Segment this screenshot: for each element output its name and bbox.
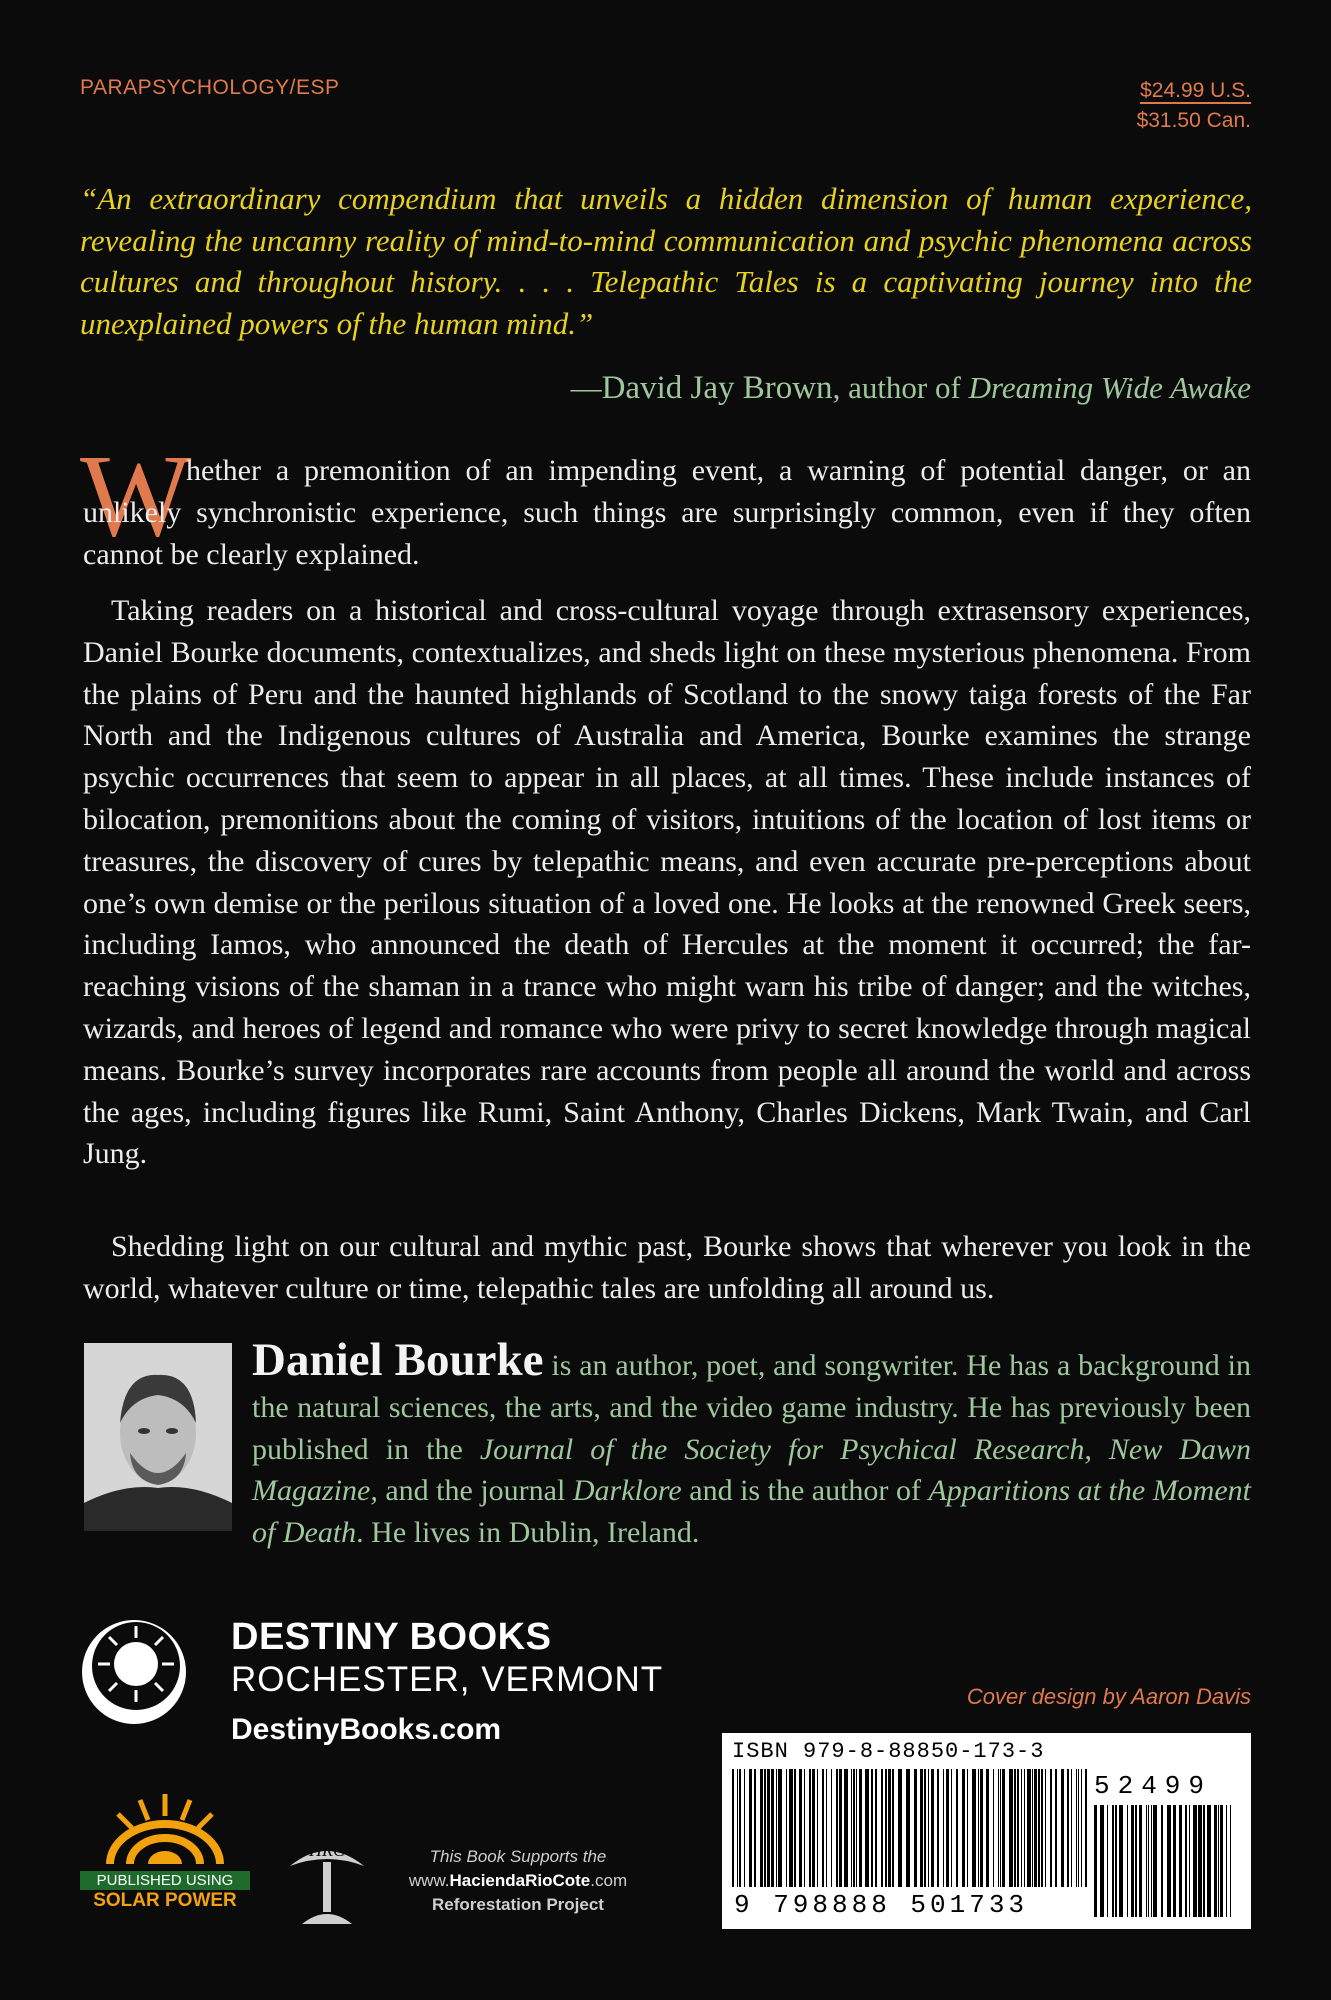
solar-power-badge <box>80 1786 250 1912</box>
hrc-text <box>398 1845 638 1917</box>
solar-line-1: PUBLISHED USING <box>80 1871 250 1890</box>
hrc-logo <box>282 1826 372 1930</box>
hrc-line-1: This Book Supports the <box>429 1847 607 1866</box>
attribution-name: David Jay Brown <box>601 370 833 406</box>
publisher-city: ROCHESTER, VERMONT <box>231 1660 664 1699</box>
bio-text: is an author, poet, and songwriter. He has a background in the natural sciences, the arts, and the video game industry. He has previously been published in the <box>252 1349 1251 1466</box>
bio-text: and is the author of <box>681 1474 929 1508</box>
hrc-line-3: Reforestation Project <box>432 1895 604 1914</box>
price-block <box>1137 76 1251 136</box>
cover-design-credit: Cover design by Aaron Davis <box>966 1684 1251 1709</box>
isbn-label: ISBN 979-8-88850-173-3 <box>732 1739 1045 1764</box>
price-us: $24.99 U.S. <box>1140 79 1251 102</box>
category-label: PARAPSYCHOLOGY/ESP <box>80 76 340 99</box>
sun-icon <box>80 1786 250 1866</box>
barcode-digits: 9 798888 501733 <box>734 1890 1029 1920</box>
attribution-work: Dreaming Wide Awake <box>968 370 1251 405</box>
description-paragraph-1 <box>83 450 1251 575</box>
author-photo <box>84 1343 232 1531</box>
paragraph-1-text: hether a premonition of an impending event, a warning of potential danger, or an unlikely synchronistic experience, such things are surprisingly common, even if they often cannot be clearly explained. <box>83 454 1251 571</box>
price-can: $31.50 Can. <box>1136 109 1251 132</box>
publisher-url[interactable]: DestinyBooks.com <box>231 1713 502 1746</box>
ean-barcode-icon <box>732 1769 1092 1887</box>
description-paragraph-3: Shedding light on our cultural and mythic past, Bourke shows that wherever you look in the world, whatever culture or time, telepathic tales are unfolding all around us. <box>83 1230 1251 1305</box>
drop-cap: W <box>80 430 192 561</box>
bio-text: . He lives in Dublin, Ireland. <box>356 1516 700 1550</box>
bio-journal: Darklore <box>572 1474 682 1508</box>
endorsement-attribution <box>571 370 1251 407</box>
hrc-logo-text: HRC <box>309 1840 345 1860</box>
author-bio <box>252 1334 1251 1554</box>
solar-line-2: SOLAR POWER <box>93 1890 237 1911</box>
hrc-line-2[interactable]: www.HaciendaRioCote.com <box>408 1871 628 1890</box>
price-code: 52499 <box>1094 1771 1213 1801</box>
bio-text: and the journal <box>377 1474 573 1508</box>
author-name: Daniel Bourke <box>252 1334 544 1386</box>
endorsement-quote: “An extraordinary compendium that unveils a hidden dimension of human experience, revealing the uncanny reality of mind-to-mind communication and psychic phenomena across cultures and throughout history. . . . Telepathic Tales is a captivating journey into the unexplained powers of the human mind.” <box>80 181 1252 341</box>
attribution-mid: , author of <box>832 370 969 405</box>
bio-book-title: Apparitions at the Moment of Death <box>252 1474 1251 1550</box>
bio-journal: Journal of the Society for Psychical Research, New Dawn Magazine, <box>252 1432 1251 1508</box>
publisher-name: DESTINY BOOKS <box>231 1616 552 1658</box>
publisher-logo-icon <box>80 1618 188 1726</box>
attribution-dash: — <box>570 370 602 405</box>
price-barcode-icon <box>1094 1805 1239 1917</box>
description-paragraph-2: Taking readers on a historical and cross-cultural voyage through extrasensory experiences, Daniel Bourke documents, contextualizes, and sheds light on these mysterious phenomena. From the plains of Peru and the haunted highlands of Scotland to the snowy taiga forests of the Far North and the Indigenous cultures of Australia and America, Bourke examines the strange psychic occurrences that seem to appear in all places, at all times. These include instances of bilocation, premonitions about the coming of visitors, intuitions of the location of lost items or treasures, the discovery of cures by telepathic means, and even accurate pre-perceptions about one’s own demise or the perilous situation of a loved one. He looks at the renowned Greek seers, including Iamos, who announced the death of Hercules at the moment it occurred; the far-reaching visions of the shaman in a trance who might warn his tribe of danger; and the witches, wizards, and heroes of legend and romance who were privy to secret knowledge through magical means. Bourke’s survey incorporates rare accounts from people all around the world and across the ages, including figures like Rumi, Saint Anthony, Charles Dickens, Mark Twain, and Carl Jung. <box>83 594 1251 1171</box>
barcode <box>722 1733 1251 1929</box>
